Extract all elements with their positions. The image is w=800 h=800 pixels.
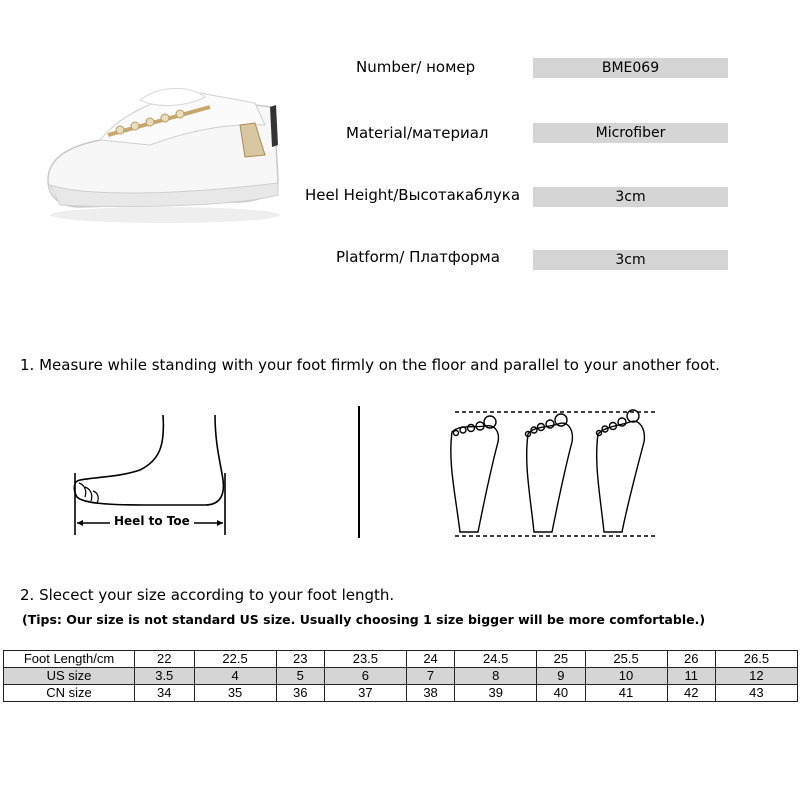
table-cell: 3.5 bbox=[135, 668, 195, 685]
instruction-step-1: 1. Measure while standing with your foot firmly on the floor and parallel to your another foot. bbox=[20, 356, 720, 374]
spec-number-label: Number/ номер bbox=[356, 58, 476, 76]
table-cell: 43 bbox=[715, 685, 797, 702]
row-header: CN size bbox=[4, 685, 135, 702]
shoe-image bbox=[40, 85, 290, 230]
table-cell: 42 bbox=[667, 685, 715, 702]
spec-number-value: BME069 bbox=[533, 58, 728, 78]
table-cell: 41 bbox=[585, 685, 667, 702]
spec-material-value: Microfiber bbox=[533, 123, 728, 143]
heel-to-toe-label: Heel to Toe bbox=[110, 514, 194, 528]
table-cell: 4 bbox=[194, 668, 276, 685]
table-cell: 40 bbox=[537, 685, 585, 702]
feet-top-diagram bbox=[440, 402, 665, 547]
table-row bbox=[4, 668, 798, 685]
divider bbox=[358, 406, 360, 538]
table-cell: 38 bbox=[406, 685, 454, 702]
table-cell: 24 bbox=[406, 651, 454, 668]
table-cell: 37 bbox=[324, 685, 406, 702]
table-cell: 10 bbox=[585, 668, 667, 685]
spec-material-label: Material/материал bbox=[346, 124, 489, 142]
table-cell: 35 bbox=[194, 685, 276, 702]
table-cell: 24.5 bbox=[455, 651, 537, 668]
row-header: US size bbox=[4, 668, 135, 685]
spec-heel-label: Heel Height/Высотакаблука bbox=[305, 186, 521, 204]
table-cell: 6 bbox=[324, 668, 406, 685]
table-row bbox=[4, 685, 798, 702]
size-tips: (Tips: Our size is not standard US size. Usually choosing 1 size bigger will be more comfortable.) bbox=[22, 612, 706, 627]
table-cell: 26 bbox=[667, 651, 715, 668]
table-cell: 26.5 bbox=[715, 651, 797, 668]
table-cell: 22 bbox=[135, 651, 195, 668]
table-cell: 12 bbox=[715, 668, 797, 685]
table-cell: 36 bbox=[276, 685, 324, 702]
table-cell: 5 bbox=[276, 668, 324, 685]
table-cell: 8 bbox=[455, 668, 537, 685]
row-header: Foot Length/cm bbox=[4, 651, 135, 668]
table-cell: 39 bbox=[455, 685, 537, 702]
table-cell: 9 bbox=[537, 668, 585, 685]
table-row bbox=[4, 651, 798, 668]
table-cell: 25.5 bbox=[585, 651, 667, 668]
table-cell: 11 bbox=[667, 668, 715, 685]
size-table bbox=[3, 650, 798, 702]
table-cell: 22.5 bbox=[194, 651, 276, 668]
instruction-step-2: 2. Slecect your size according to your foot length. bbox=[20, 586, 395, 604]
spec-heel-value: 3cm bbox=[533, 187, 728, 207]
table-cell: 7 bbox=[406, 668, 454, 685]
spec-platform-value: 3cm bbox=[533, 250, 728, 270]
table-cell: 23.5 bbox=[324, 651, 406, 668]
table-cell: 34 bbox=[135, 685, 195, 702]
spec-platform-label: Platform/ Платформа bbox=[336, 248, 500, 266]
table-cell: 23 bbox=[276, 651, 324, 668]
table-cell: 25 bbox=[537, 651, 585, 668]
